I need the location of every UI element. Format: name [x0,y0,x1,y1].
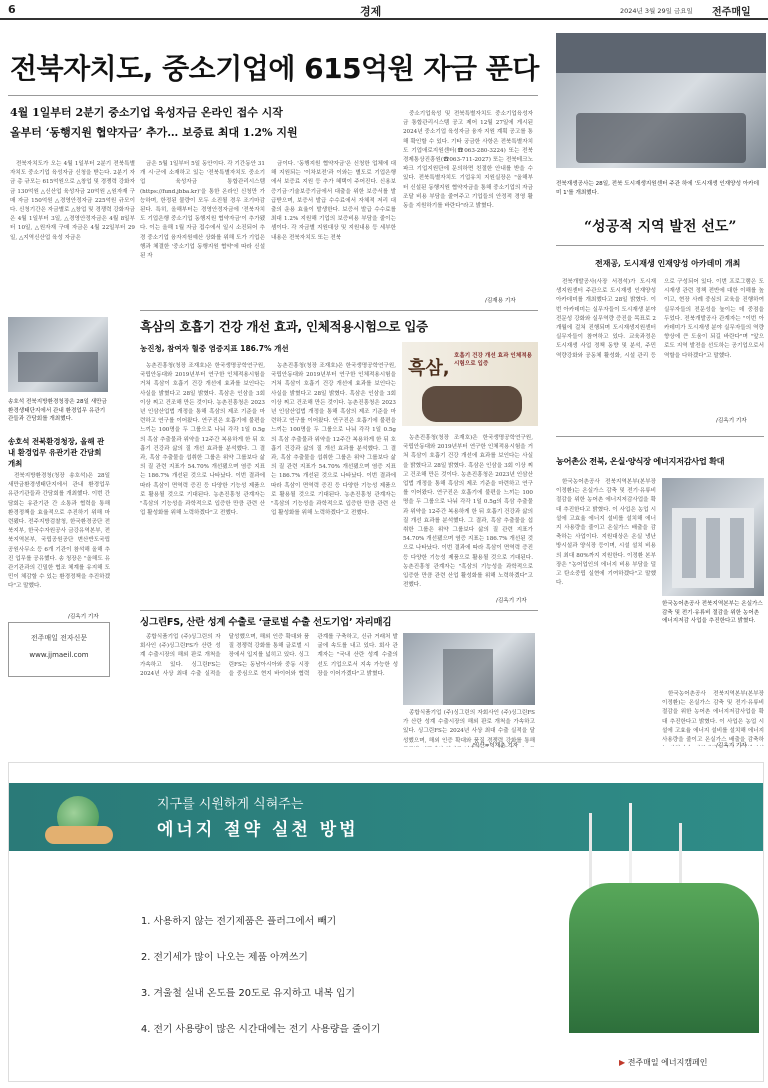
feature-headline-rule [556,245,764,246]
campaign-line-2: 에너지 절약 실천 방법 [157,820,359,840]
issue-date: 2024년 3월 29일 금요일 [620,7,693,15]
e-paper-ad[interactable] [8,622,110,677]
main-body-col3: 금이다. '동행지원 협약자금'은 신청한 업체에 대해 지원되는 '이차보전'과 이와는 별도로 기업은행에서 보증료 지원 등 추가 혜택이 주어진다. 신용보증기금·기술보증기금에서 대출을 위한 보증서를 발급받으며, 보증서 발급 수수료에서 자체적 저리 대출의 운용 효율이 발생한다. 보증서 발급 수수료를 최대 1.2% 지원해 기업의 보증비용 부담을 줄이는 셈이다. 각 자금별 지원대상 및 지원내용 등 세부한 내용은 전북자치도 또는 전북 [271,161,396,241]
fs-headline: 싱그린FS, 산란 성계 수출로 ‘글로벌 수출 선도기업’ 자리매김 [140,617,392,628]
fs-body-col4: 종합식품기업 (주)싱그린의 자회사인 (주)싱그린FS가 산란 성계 수출시장의 해외 판로 개척을 가속하고 있다. 싱그린FS는 2024년 사상 최대 수출 실적을 달성했으며, 해외 인증 확대와 품질 경쟁력 강화를 통해 [403,710,535,744]
wind-turbines-illustration [569,803,759,1033]
sidebar-headline: 송호석 전북환경청장, 올해 관내 환경업무 유관기관 간담회 개최 [8,437,105,468]
e-paper-ad-title: 전주매일 전자신문 [30,634,88,642]
main-subhead-1: 4월 1일부터 2분기 중소기업 육성자금 온라인 접수 시작 [10,106,283,119]
tip-2: 2. 전기세가 많이 나오는 제품 아껴쓰기 [141,952,308,963]
ginseng-byline: /김옥기 기자 [496,598,527,604]
meeting-photo-caption: 송호석 전북지방환경청장은 28일 새만금환경생태단지에서 관내 환경업무 유관기관들과 간담회를 개최했다. [8,399,107,422]
main-byline: /김재용 기자 [485,298,516,304]
play-icon: ▶ [619,1058,626,1067]
seminar-photo-caption: 전북재생공사는 28일, 전북 도시재생지원센터 주관 하에 '도시재생 인재양성 아카데미 1'를 개최했다. [556,181,759,196]
globe-hands-illustration [39,788,119,848]
tip-3: 3. 겨울철 실내 온도를 20도로 유지하고 내복 입기 [141,988,355,999]
seminar-photo [556,33,766,168]
main-headline: 전북자치도, 중소기업에 615억원 자금 푼다 [10,52,539,85]
ginseng-image-title: 흑삼, [408,358,450,379]
energy-body-col2: 한국농어촌공사 전북지역본부(본부장 이정환)는 온실가스 감축 및 전기·유류비 절감을 위한 농어촌 에너지저감사업을 확대 추진한다고 밝혔다. 이 사업은 농업 시설에 고효율 에너지 설비를 설치해 에너지 사용량을 줄이고 온실가스 배출을 감축하 [662,691,764,744]
fs-photo [403,633,535,705]
energy-campaign-ad [8,762,764,1082]
campaign-sponsor [619,1057,708,1068]
feature-body: 전북개발공사(사장 서경석)가 도시재생지원센터 주관으로 도시재생 인재양성 아카데미를 개최했다고 28일 밝혔다. 이번 아카데미는 실무자들이 도시재생 분야 전문성 강화와 실무역량 증진을 목표로 2개월에 걸쳐 진행되며 도시재생지원센터 실무자들이 참여하고 있다. 교육과정은 도시재생 사업 정책 동향 및 분석, 주민 역량강화와 공동체 활성화, 시설 관리 등으로 구성되어 있다. 이번 프로그램은 도시재생 관련 정책 전반에 대한 이해를 높이고, 현장 사례 중심의 교육을 진행하여 실무자들의 전문성을 높이는 데 중점을 두었다. 전북개발공사 관계자는 "이번 아카데미가 도시재생 분야 실무자들의 역량 향상에 큰 도움이 되길 바란다"며 "앞으로도 지역 발전을 선도하는 공기업으로서 역할을 다하겠다"고 말했다. [556,279,764,359]
feature-headline: “성공적 지역 발전 선도” [584,219,737,235]
campaign-sponsor-name: 전주매일 에너지캠페인 [627,1058,708,1067]
main-body-col4: 중소기업육성 및 전북특별자치도 중소기업육성자금 통합관리시스템 공고 제어 12월 27일에 게시된 2024년 중소기업 육성자금 융자 지원 계획 공고를 통해 확인할 수 있다. 기타 궁금한 사항은 전북특별자치도 기업애로지원센터(☎063-280-3224) 또는 전북경제통상진흥원(☎063-711-2027) 또는 전북테크노파크 기업지원단에 문의하면 친절한 안내를 받을 수 있다. 전북특별자치도 기업유치 지원실장은 "올해부터 신설된 동행지원 협약자금을 통해 중소기업의 자금조달 비용 부담을 줄여주고 기업들의 안정적 경영 활동을 지원하기를 바란다"라고 밝혔다. [403,111,533,210]
fs-body: 종합식품기업 (주)싱그린의 자회사인 (주)싱그린FS가 산란 성계 수출시장의 해외 판로 개척을 가속하고 있다. 싱그린FS는 2024년 사상 최대 수출 실적을 달성했으며, 해외 인증 확대와 품질 경쟁력 강화를 통해 글로벌 시장에서 입지를 넓히고 있다. 싱그린FS는 동남아시아와 중동 시장을 중심으로 현지 바이어와 협력 관계를 구축하고, 신규 거래처 발굴에 속도를 내고 있다. 회사 관계자는 "국내 산란 성계 수출의 선도 기업으로서 지속 가능한 성장을 이어가겠다"고 밝혔다. [140,634,398,677]
ginseng-body-col2: 농촌진흥청(청장 조재호)은 한국생명공학연구원, 국립안동대와 2019년부터 연구한 인체적용시험을 거쳐 흑삼이 호흡기 건강 개선에 효과를 보인다는 사실을 밝혔다고 28일 밝혔다. 흑삼은 인삼을 3회 이상 찌고 건조해 만든 것이다. 농촌진흥청은 2023년 인삼산업법 개정을 통해 흑삼의 제조 기준을 마련하고 연구를 이어왔다. 연구진은 호흡기에 불편을 느끼는 100명을 두 그룹으로 나눠 각각 1일 0.5g의 흑삼 추출물과 위약을 12주간 복용하게 한 뒤 호흡기 건강과 삶의 질 개선 효과를 분석했다. 그 결과, 흑삼 추출물을 섭취한 그룹은 위약 그룹보다 삶의 질 관련 지표가 54.70% 개선됐으며 염증 지표는 186.7% 개선된 것으로 나타났다. 이번 결과에 따라 흑삼이 면역력 증진 등 다양한 기능성 제품으로 활용될 것으로 기대된다. 농촌진흥청 관계자는 "흑삼의 기능성을 과학적으로 입증한 만큼 관련 산업 활성화를 위해 노력하겠다"고 전했다. [271,363,396,517]
e-paper-ad-url[interactable]: www.jjmaeil.com [29,651,89,659]
ginseng-headline: 흑삼의 호흡기 건강 개선 효과, 인체적용시험으로 입증 [140,319,428,334]
fs-top-rule [140,610,538,611]
energy-top-rule [556,436,764,437]
tip-4: 4. 전기 사용량이 많은 시간대에는 전기 사용량을 줄이기 [141,1024,381,1035]
main-body-col1: 전북자치도가 오는 4월 1일부터 2분기 전북특별자치도 중소기업 육성자금 신청을 받는다. 2분기 자금 총 규모는 615억원으로 △창업 및 경쟁력 강화자금 130억원 △신산업 육성자금 20억원 △원자재 구매 자금 150억원 △경영안정자금 225억원 규모이다. 신청기간은 자금별로 △창업 및 경쟁력 강화자금은 4월 1일부터 3일, △경영안정자금은 4월 8일부터 10일, △원자재 구매 자금은 4월 22일부터 29일, △지역신산업 육성 자금은 [10,161,135,241]
energy-headline: 농어촌公 전북, 온실·양식장 에너지저감사업 확대 [556,456,725,466]
tip-1: 1. 사용하지 않는 전기제품은 플러그에서 빼기 [141,916,337,927]
energy-photo-caption: 한국농어촌공사 전북지역본부는 온실가스 감축 및 전기·유류비 절감을 위한 농어촌 에너지저감 사업을 추진한다고 밝혔다. [662,601,763,624]
page-number: 6 [8,3,16,16]
meeting-photo [8,317,108,392]
paper-name: 전주매일 [712,7,751,18]
feature-subhead: 전재공, 도시재생 인재양성 아카데미 개최 [595,258,741,268]
main-body-col2: 금은 5월 1일부터 5일 동안이다. 각 기간동안 31개 시·군에 소재하고 있는 '전북특별자치도 중소기업 육성자금 통합관리시스템(https://fund.jbba.kr)'을 통한 온라인 신청만 가능하며, 한정된 물량이 모두 소진될 경우 조기마감된다. 특히, 올해부터는 경영안정자금에 '전북자치도 기업은행 중소기업 동행지원 협약자금'이 추가됐다. 이는 올해 1월 자금 접수에서 일시 소진되어 추경 중소기업 융자지원예산 상화를 위해 도가 기업은행과 체결한 '중소기업 동행지원 협약'에 따라 신설된 자 [140,161,265,260]
feature-byline: /김옥기 기자 [716,418,747,424]
main-headline-rule [8,95,538,96]
ginseng-subhead: 농진청, 참여자 혈중 염증지표 186.7% 개선 [140,344,289,353]
header-rule [0,18,768,20]
energy-photo [662,478,764,596]
sidebar-byline: /김옥기 기자 [68,614,99,620]
ginseng-body-col1: 농촌진흥청(청장 조재호)은 한국생명공학연구원, 국립안동대와 2019년부터 연구한 인체적용시험을 거쳐 흑삼이 호흡기 건강 개선에 효과를 보인다는 사실을 밝혔다고 28일 밝혔다. 흑삼은 인삼을 3회 이상 찌고 건조해 만든 것이다. 농촌진흥청은 2023년 인삼산업법 개정을 통해 흑삼의 제조 기준을 마련하고 연구를 이어왔다. 연구진은 호흡기에 불편을 느끼는 100명을 두 그룹으로 나눠 각각 1일 0.5g의 흑삼 추출물과 위약을 12주간 복용하게 한 뒤 호흡기 건강과 삶의 질 개선 효과를 분석했다. 그 결과, 흑삼 추출물을 섭취한 그룹은 위약 그룹보다 삶의 질 관련 지표가 54.70% 개선됐으며 염증 지표는 186.7% 개선된 것으로 나타났다. 이번 결과에 따라 흑삼이 면역력 증진 등 다양한 기능성 제품으로 활용될 것으로 기대된다. 농촌진흥청 관계자는 "흑삼의 기능성을 과학적으로 입증한 만큼 관련 산업 활성화를 위해 노력하겠다"고 전했다. [140,363,265,517]
main-subhead-2: 올부터 ‘동행지원 협약자금’ 추가… 보증료 최대 1.2% 지원 [10,126,298,139]
energy-byline: /김옥기 기자 [716,743,747,749]
ginseng-image [402,342,538,426]
ginseng-body-col3: 농촌진흥청(청장 조재호)은 한국생명공학연구원, 국립안동대와 2019년부터 연구한 인체적용시험을 거쳐 흑삼이 호흡기 건강 개선에 효과를 보인다는 사실을 밝혔다고 28일 밝혔다. 흑삼은 인삼을 3회 이상 찌고 건조해 만든 것이다. 농촌진흥청은 2023년 인삼산업법 개정을 통해 흑삼의 제조 기준을 마련하고 연구를 이어왔다. 연구진은 호흡기에 불편을 느끼는 100명을 두 그룹으로 나눠 각각 1일 0.5g의 흑삼 추출물과 위약을 12주간 복용하게 한 뒤 호흡기 건강과 삶의 질 개선 효과를 분석했다. 그 결과, 흑삼 추출물을 섭취한 그룹은 위약 그룹보다 삶의 질 관련 지표가 54.70% 개선됐으며 염증 지표는 186.7% 개선된 것으로 나타났다. 이번 결과에 따라 흑삼이 면역력 증진 등 다양한 기능성 제품으로 활용될 것으로 기대된다. 농촌진흥청 관계자는 "흑삼의 기능성을 과학적으로 입증한 만큼 관련 산업 활성화를 위해 노력하겠다"고 전했다. [403,435,533,589]
ginseng-top-rule [140,310,538,311]
section-title: 경제 [360,5,382,18]
ginseng-image-subtitle: 호흡기 건강 개선 효과 인체적용시험으로 입증 [454,353,533,367]
energy-body-col1: 한국농어촌공사 전북지역본부(본부장 이정환)는 온실가스 감축 및 전기·유류비 절감을 위한 농어촌 에너지저감사업을 확대 추진한다고 밝혔다. 이 사업은 농업 시설에 고효율 에너지 설비를 설치해 에너지 사용량을 줄이고 온실가스 배출을 감축하는 사업이다. 지원대상은 온실 냉난방시설과 양식장 등이며, 시설 설치 비용의 최대 80%까지 지원한다. 이정환 본부장은 "농어업인의 에너지 비용 부담을 덜고 탄소중립 실현에 기여하겠다"고 말했다. [556,479,656,587]
sidebar-body: 전북지방환경청(청장 송호석)은 28일 새만금환경생태단지에서 관내 환경업무 유관기관들과 간담회를 개최했다. 이번 간담회는 유관기관 간 소통과 협력을 통해 환경정책을 효율적으로 추진하기 위해 마련됐다. 전주지방검찰청, 한국환경공단 전북지부, 한국수자원공사 금강유역본부, 전북지역본부, 국립공원공단 변산반도국립공원사무소 등 6개 기관이 참석해 올해 추진 업무를 공유했다. 송 청장은 "올해도 유관기관과의 긴밀한 협조 체계를 유지해 도민이 체감할 수 있는 환경정책을 추진하겠다"고 말했다. [8,473,110,590]
campaign-line-1: 지구를 시원하게 식혀주는 [157,797,304,812]
fs-byline: /익산=이재춘 기자 [472,743,519,749]
